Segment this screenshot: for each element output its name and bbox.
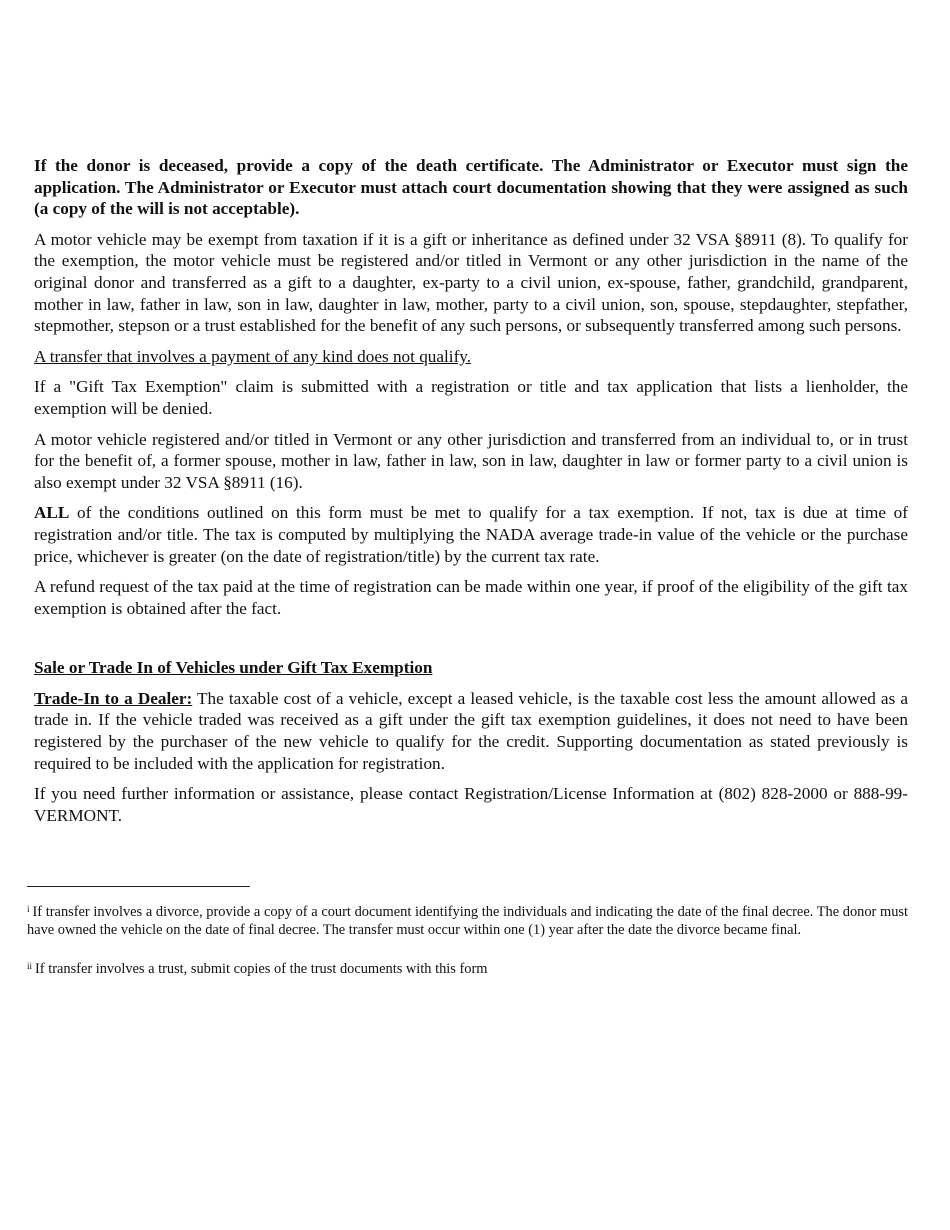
conditions-paragraph bbox=[34, 502, 908, 567]
refund-paragraph: A refund request of the tax paid at the time of registration can be made within one year, if proof of the eligibility of the gift tax exemption is obtained after the fact. bbox=[34, 577, 908, 618]
conditions-lead-word: ALL bbox=[34, 503, 70, 523]
payment-rule-paragraph bbox=[34, 346, 908, 368]
footnote-divorce bbox=[27, 900, 908, 939]
footnote-marker: ii bbox=[27, 961, 33, 971]
footnote-marker: i bbox=[27, 904, 30, 914]
former-spouse-rule-paragraph: A motor vehicle registered and/or titled in Vermont or any other jurisdiction and transferred from an individual to, or in trust for the benefit of, a former spouse, mother in law, father in law, son in law, daughter in law or former party to a civil union is also exempt under 32 VSA §8911 (16). bbox=[34, 429, 908, 492]
footnote-divider bbox=[27, 886, 250, 887]
contact-paragraph: If you need further information or assistance, please contact Registration/License Information at (802) 828-2000 or 888-99-VERMONT. bbox=[34, 784, 908, 825]
trade-in-text: The taxable cost of a vehicle, except a leased vehicle, is the taxable cost less the amount allowed as a trade in. If the vehicle traded was received as a gift under the gift tax exemption guidelines, it does not need to have been registered by the purchaser of the new vehicle to qualify for the credit. Supporting documentation as stated previously is required to be included with the application for registration. bbox=[34, 688, 908, 773]
payment-rule-text: A transfer that involves a payment of any kind does not qualify. bbox=[34, 346, 472, 366]
sale-trade-section-title: Sale or Trade In of Vehicles under Gift Tax Exemption bbox=[34, 658, 433, 678]
deceased-donor-notice: If the donor is deceased, provide a copy of the death certificate. The Administrator or Executor must sign the application. The Administrator or Executor must attach court documentation showing that they were assigned as such (a copy of the will is not acceptable). bbox=[34, 156, 908, 219]
trade-in-label: Trade-In to a Dealer: bbox=[34, 688, 193, 708]
trade-in-paragraph bbox=[34, 688, 908, 774]
footnote-text: If transfer involves a trust, submit copies of the trust documents with this form bbox=[35, 961, 488, 977]
conditions-text: of the conditions outlined on this form must be met to qualify for a tax exemption. If not, tax is due at time of registration and/or title. The tax is computed by multiplying the NADA average trade-in value of the vehicle or the purchase price, whichever is greater (on the date of registration/title) by the current tax rate. bbox=[34, 503, 908, 566]
lienholder-rule-paragraph: If a "Gift Tax Exemption" claim is submitted with a registration or title and tax application that lists a lienholder, the exemption will be denied. bbox=[34, 377, 908, 418]
footnote-text: If transfer involves a divorce, provide a copy of a court document identifying the individuals and indicating the date of the final decree. The donor must have owned the vehicle on the date of final decree. The transfer must occur within one (1) year after the date the divorce became final. bbox=[27, 904, 908, 938]
footnotes bbox=[27, 900, 908, 978]
exemption-definition-paragraph: A motor vehicle may be exempt from taxation if it is a gift or inheritance as defined under 32 VSA §8911 (8). To qualify for the exemption, the motor vehicle must be registered and/or titled in Vermont or any other jurisdiction in the name of the original donor and transferred as a gift to a daughter, ex-party to a civil union, ex-spouse, father, grandchild, grandparent, mother in law, father in law, son in law, daughter in law, mother, party to a civil union, son, spouse, stepdaughter, stepfather, stepmother, stepson or a trust established for the benefit of any such persons, or subsequently transferred among such persons. bbox=[34, 229, 908, 336]
document-body bbox=[34, 155, 908, 826]
footnote-trust bbox=[27, 957, 908, 978]
